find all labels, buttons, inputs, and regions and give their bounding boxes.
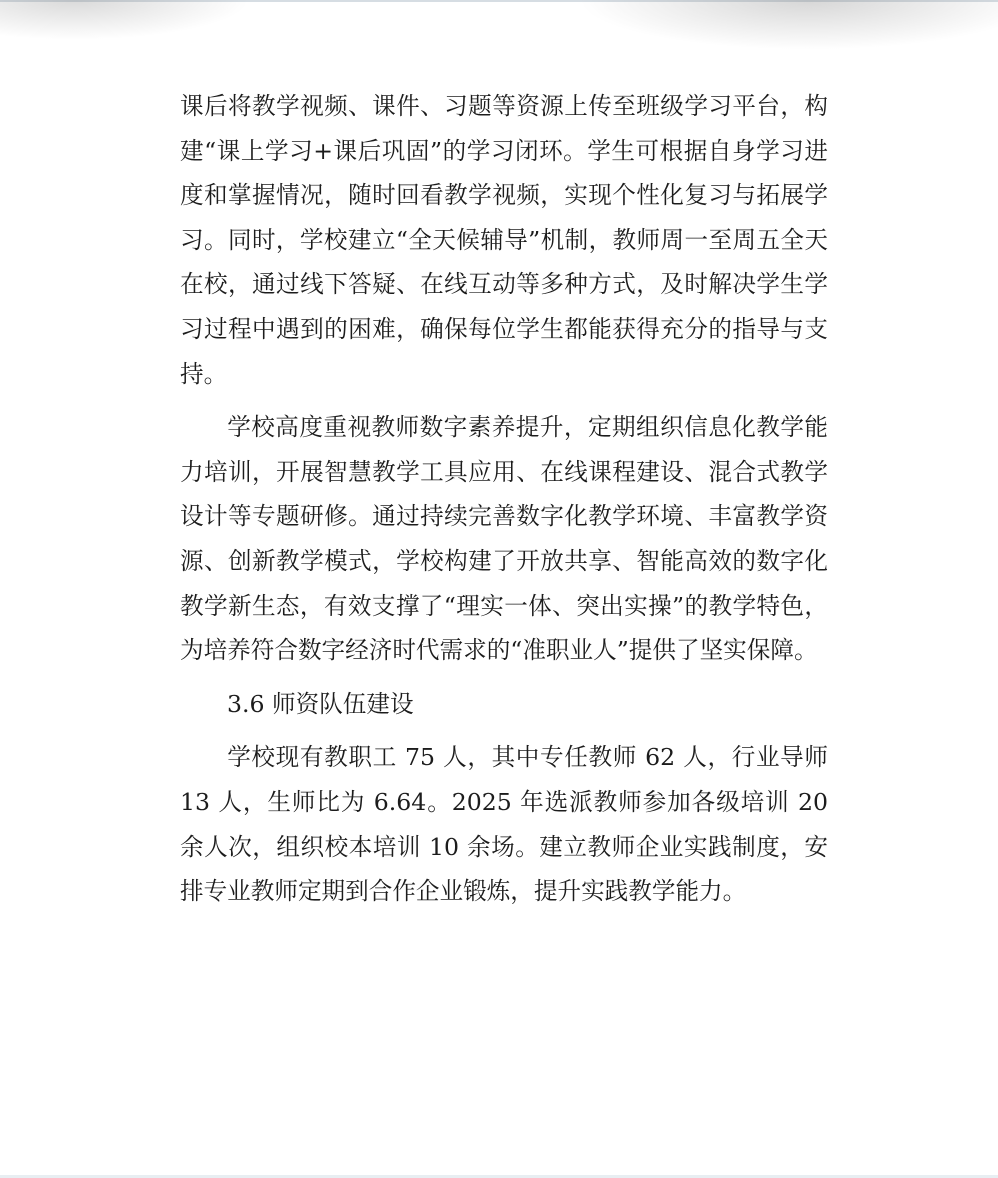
page-curl-shadow-left <box>0 0 250 40</box>
paragraph-continued: 课后将教学视频、课件、习题等资源上传至班级学习平台，构建“课上学习+课后巩固”的学习闭环。学生可根据自身学习进度和掌握情况，随时回看教学视频，实现个性化复习与拓展学习。同时，学校建立“全天候辅导”机制，教师周一至周五全天在校，通过线下答疑、在线互动等多种方式，及时解决学生学习过程中遇到的困难，确保每位学生都能获得充分的指导与支持。 <box>180 92 828 388</box>
document-body <box>180 84 828 914</box>
paragraph-digital-literacy: 学校高度重视教师数字素养提升，定期组织信息化教学能力培训，开展智慧教学工具应用、在线课程建设、混合式教学设计等专题研修。通过持续完善数字化教学环境、丰富教学资源、创新教学模式，学校构建了开放共享、智能高效的数字化教学新生态，有效支撑了“理实一体、突出实操”的教学特色，为培养符合数字经济时代需求的“准职业人”提供了坚实保障。 <box>180 413 828 665</box>
page-curl-shadow-right <box>578 0 998 50</box>
section-heading: 3.6 师资队伍建设 <box>227 689 414 718</box>
paragraph-faculty: 学校现有教职工 75 人，其中专任教师 62 人，行业导师 13 人，生师比为 6.64。2025 年选派教师参加各级培训 20 余人次，组织校本培训 10 余场。建立教师企业实践制度，安排专业教师定期到合作企业锻炼，提升实践教学能力。 <box>180 743 828 906</box>
